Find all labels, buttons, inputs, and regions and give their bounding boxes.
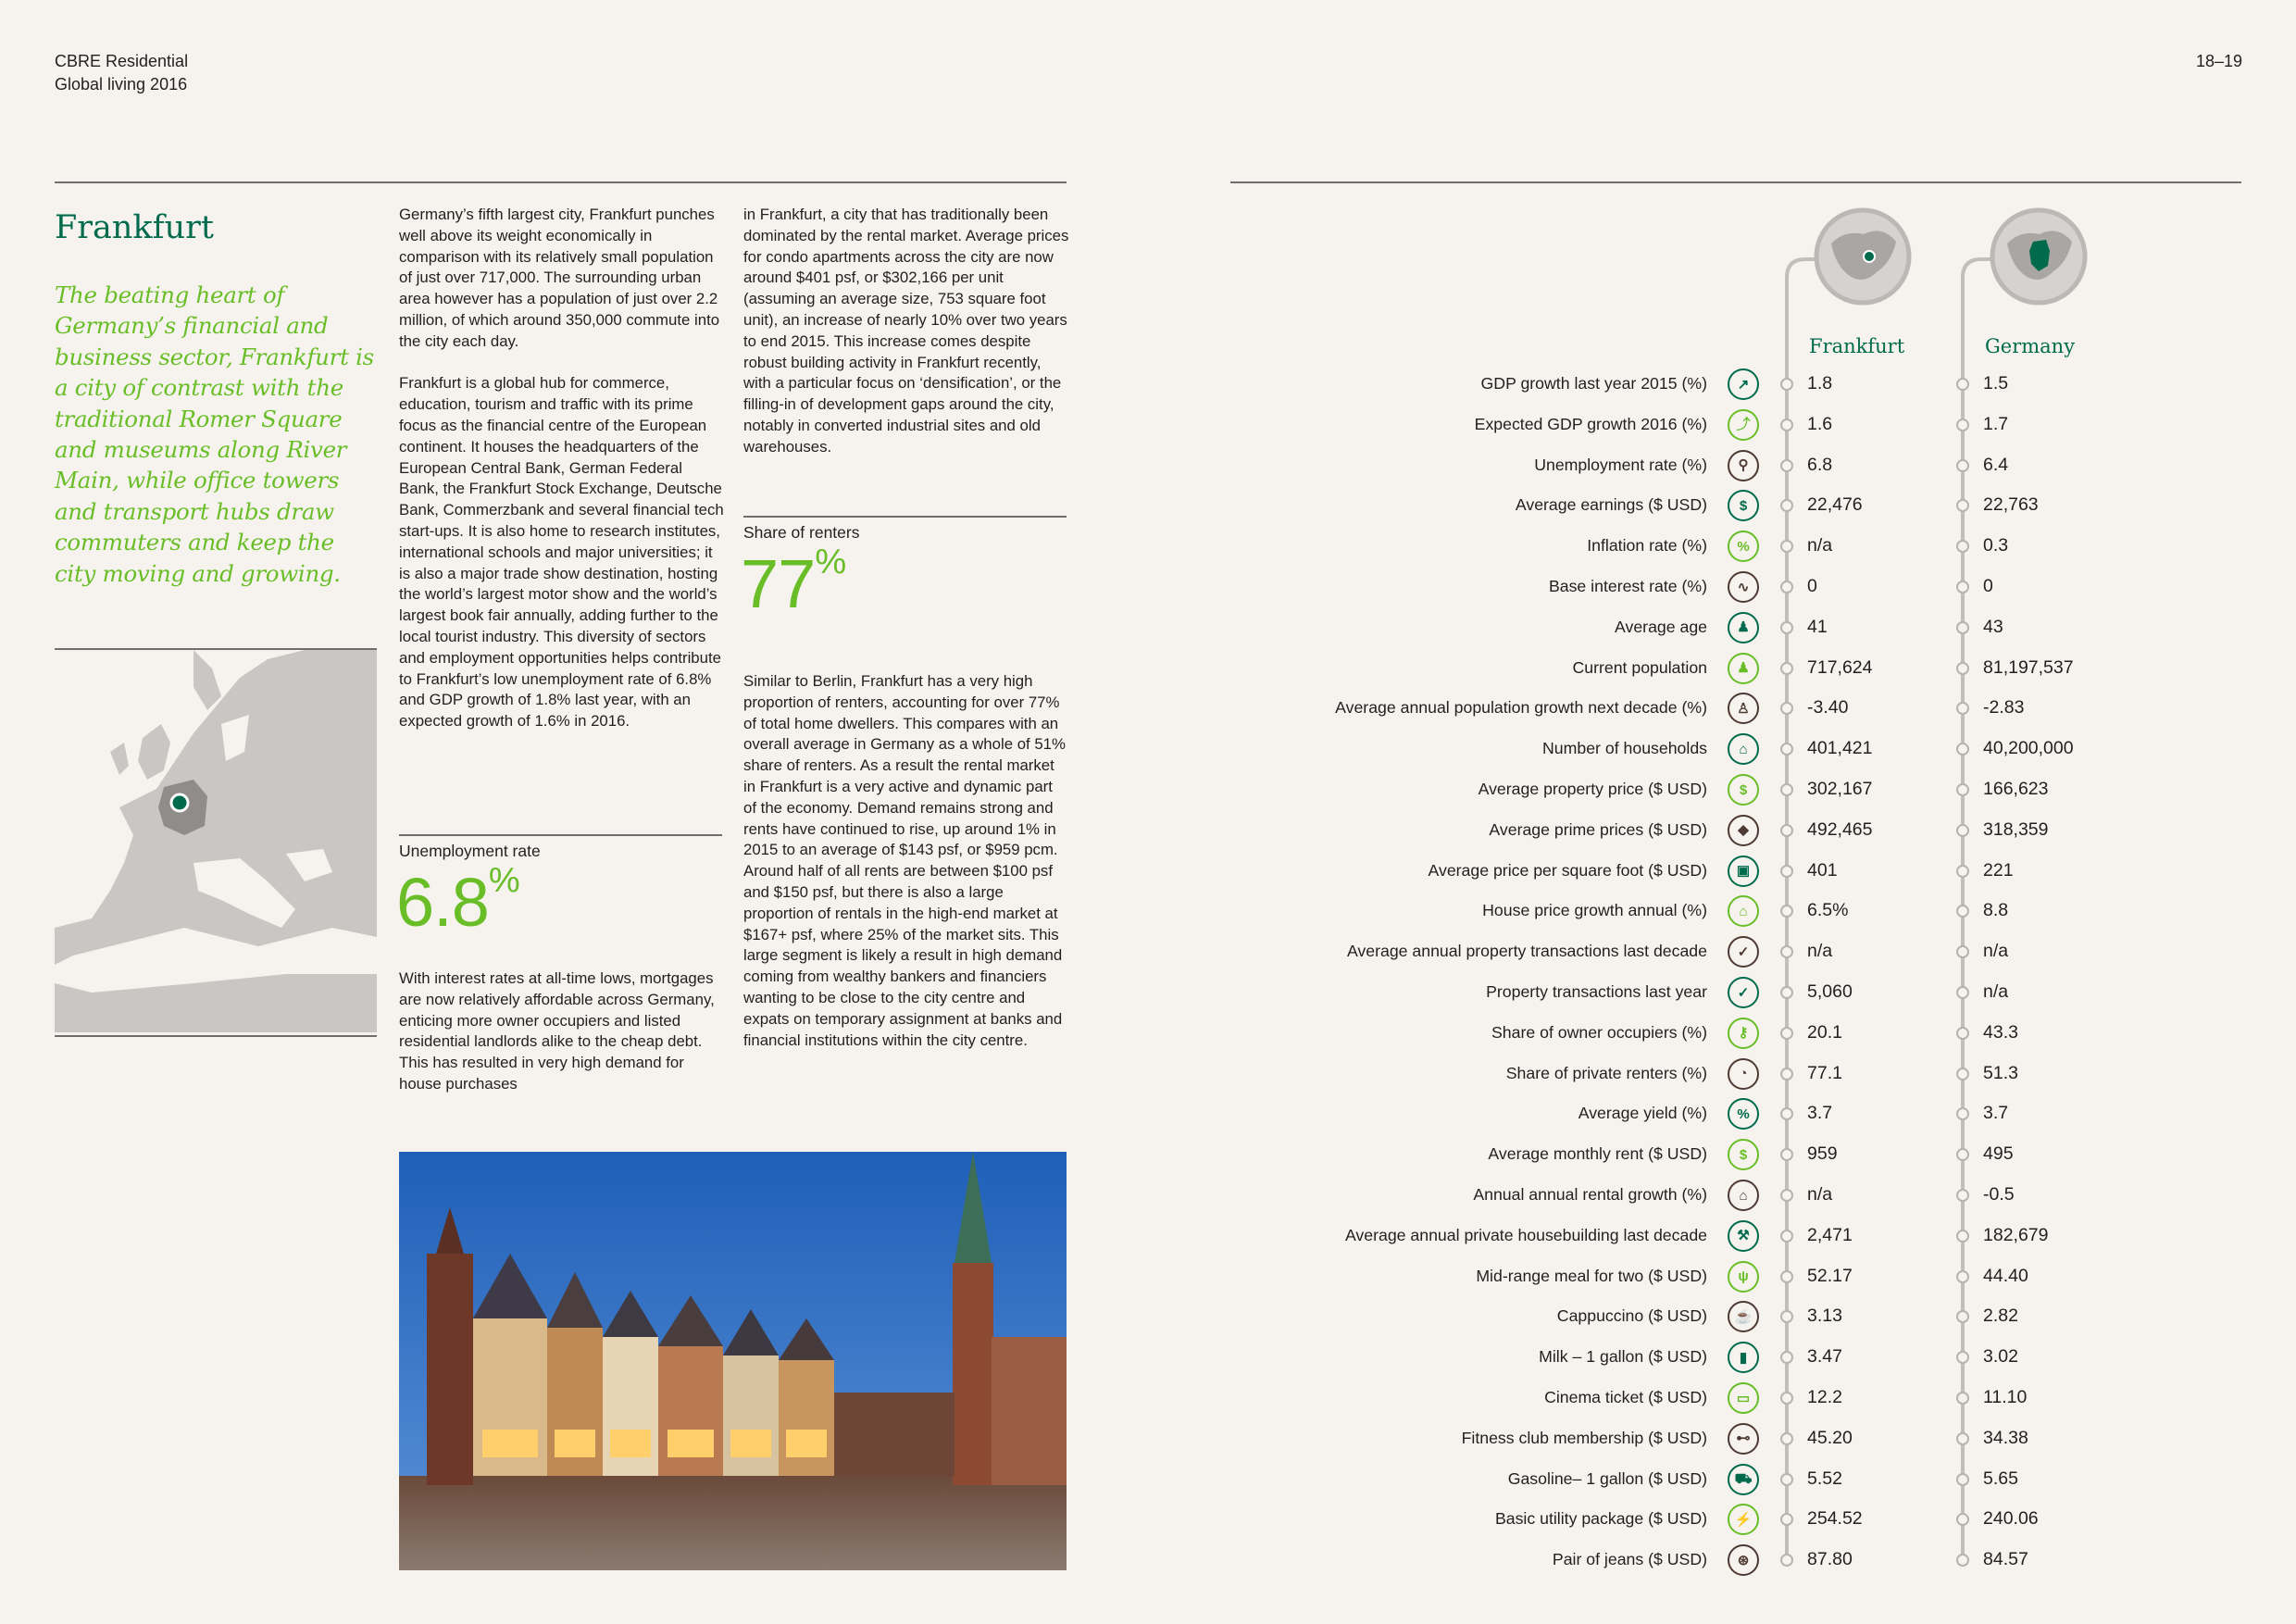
frankfurt-value: 45.20 xyxy=(1807,1427,1853,1448)
frankfurt-value: 41 xyxy=(1807,616,1828,637)
frankfurt-value: 6.5% xyxy=(1807,900,1849,921)
row-node xyxy=(1780,1068,1793,1081)
frankfurt-value: 52.17 xyxy=(1807,1265,1853,1286)
row-node xyxy=(1956,824,1969,837)
pie-icon: ◔ xyxy=(1728,1058,1759,1090)
body-paragraph: Frankfurt is a global hub for commerce, education, tourism and traffic with its prime focus as the financial centre of the European continent. It houses the headquarters of the European Central Bank, German Federal Bank, the Frankfurt Stock Exchange, Deutsche Bank, Commerzbank and several financial tech start-ups. It is also home to research institutes, international schools and major universities; it is also a major trade show destination, hosting the world’s largest motor show and the world’s largest book fair annually, adding further to the local tourist industry. This diversity of sectors and employment opportunities helps contribute to Frankfurt’s low unemployment rate of 6.8% and GDP growth of 1.8% last year, with an expected growth of 1.6% in 2016. xyxy=(399,374,724,731)
row-label: Average price per square foot ($ USD) xyxy=(1428,860,1707,880)
inflation-icon: % xyxy=(1728,531,1759,562)
check-icon: ✓ xyxy=(1728,977,1759,1008)
house-growth-icon: ⌂ xyxy=(1728,895,1759,927)
frankfurt-value: 959 xyxy=(1807,1143,1838,1165)
magnifier-icon: ⚲ xyxy=(1728,450,1759,481)
row-label: Mid-range meal for two ($ USD) xyxy=(1476,1266,1707,1285)
row-label: Cappuccino ($ USD) xyxy=(1556,1306,1707,1326)
germany-value: 221 xyxy=(1983,859,2014,881)
percent-icon: % xyxy=(1728,1098,1759,1130)
button-icon: ⊛ xyxy=(1728,1544,1759,1576)
frankfurt-value: 401,421 xyxy=(1807,738,1873,759)
germany-value: 182,679 xyxy=(1983,1224,2049,1245)
germany-value: 5.65 xyxy=(1983,1468,2018,1489)
body-paragraph: With interest rates at all-time lows, mortgages are now relatively affordable across Germany, enticing more owner occupiers and listed residential landlords alike to the cheap debt. This has resulted in very high demand for house purchases xyxy=(399,969,715,1093)
city-title: Frankfurt xyxy=(55,209,214,246)
payslip-icon: $ xyxy=(1728,490,1759,521)
row-label: Pair of jeans ($ USD) xyxy=(1552,1550,1707,1569)
row-node xyxy=(1956,581,1969,593)
body-paragraph: Germany’s fifth largest city, Frankfurt punches well above its weight economically in comparison with its relatively small population of just over 717,000. The surrounding urban area however has a population of just over 2.2 million, of which around 350,000 commute into the city each day. xyxy=(399,206,720,350)
frankfurt-value: n/a xyxy=(1807,941,1833,962)
page-numbers: 18–19 xyxy=(2195,52,2242,70)
germany-value: 6.4 xyxy=(1983,454,2009,475)
divider xyxy=(55,181,1067,183)
germany-value: 81,197,537 xyxy=(1983,656,2074,678)
row-node xyxy=(1780,1027,1793,1040)
report-title: Global living 2016 xyxy=(55,75,188,94)
divider xyxy=(1230,181,2241,183)
row-node xyxy=(1956,459,1969,472)
europe-map xyxy=(55,650,377,1032)
row-label: Current population xyxy=(1572,657,1707,677)
row-node xyxy=(1780,1270,1793,1283)
germany-value: 495 xyxy=(1983,1143,2014,1165)
germany-value: n/a xyxy=(1983,981,2009,1002)
germany-value: 0.3 xyxy=(1983,535,2009,556)
frankfurt-value: 3.7 xyxy=(1807,1103,1833,1124)
germany-value: 51.3 xyxy=(1983,1062,2018,1083)
frankfurt-value: 5,060 xyxy=(1807,981,1853,1002)
to-let-icon: $ xyxy=(1728,1139,1759,1170)
germany-value: 22,763 xyxy=(1983,494,2039,516)
row-node xyxy=(1956,1392,1969,1405)
frankfurt-value: 22,476 xyxy=(1807,494,1863,516)
row-node xyxy=(1780,581,1793,593)
row-node xyxy=(1780,1230,1793,1243)
row-label: Share of private renters (%) xyxy=(1505,1063,1707,1082)
city-intro: The beating heart of Germany’s financial and business sector, Frankfurt is a city of contrast with the traditional Romer Square and museums along River Main, while office towers and transport hubs draw commuters and keep the city moving and growing. xyxy=(55,281,374,587)
frankfurt-value: 2,471 xyxy=(1807,1224,1853,1245)
germany-value: -0.5 xyxy=(1983,1184,2015,1205)
row-label: Expected GDP growth 2016 (%) xyxy=(1474,414,1707,433)
family-icon: ♟ xyxy=(1728,612,1759,643)
frankfurt-value: 302,167 xyxy=(1807,779,1873,799)
germany-value: 166,623 xyxy=(1983,779,2049,799)
germany-value: 0 xyxy=(1983,576,1993,596)
row-node xyxy=(1780,1392,1793,1405)
row-node xyxy=(1780,824,1793,837)
germany-value: 43 xyxy=(1983,616,2003,637)
check-icon: ✓ xyxy=(1728,936,1759,968)
frankfurt-value: 87.80 xyxy=(1807,1549,1853,1570)
romer-square-photo xyxy=(399,1152,1067,1570)
unemployment-stat-label: Unemployment rate xyxy=(399,842,541,860)
row-label: GDP growth last year 2015 (%) xyxy=(1480,374,1707,393)
frankfurt-value: 5.52 xyxy=(1807,1468,1842,1489)
germany-value: 240.06 xyxy=(1983,1508,2039,1530)
germany-value: 318,359 xyxy=(1983,818,2049,840)
row-label: Average yield (%) xyxy=(1578,1104,1707,1123)
floor-plan-icon: ▣ xyxy=(1728,856,1759,887)
body-paragraph: in Frankfurt, a city that has traditionally been dominated by the rental market. Average prices for condo apartments across the city are now around $401 psf, or $302,166 per unit (assuming an average size, 753 square foot unit), an increase of nearly 10% over two years to end 2015. This increase comes despite robust building activity in Frankfurt recently, with a particular focus on ‘densification’, or the filling-in of development gaps around the city, notably in converted industrial sites and old warehouses. xyxy=(743,206,1069,456)
row-label: Average annual private housebuilding last decade xyxy=(1344,1225,1707,1244)
row-node xyxy=(1956,865,1969,878)
body-column-2-continued xyxy=(743,671,1069,1072)
publisher-name: CBRE Residential xyxy=(55,52,189,70)
row-node xyxy=(1956,1270,1969,1283)
germany-value: 3.02 xyxy=(1983,1346,2018,1368)
row-label: Cinema ticket ($ USD) xyxy=(1544,1388,1707,1406)
germany-value: n/a xyxy=(1983,941,2009,962)
milk-icon: ▮ xyxy=(1728,1342,1759,1373)
body-column-2 xyxy=(743,205,1069,479)
germany-value: 2.82 xyxy=(1983,1305,2018,1327)
row-label: Average property price ($ USD) xyxy=(1478,780,1707,798)
row-node xyxy=(1780,1432,1793,1445)
row-node xyxy=(1780,1189,1793,1202)
frankfurt-value: 3.47 xyxy=(1807,1346,1842,1368)
house-icon: ⌂ xyxy=(1728,733,1759,765)
row-label: Number of households xyxy=(1542,739,1707,758)
row-node xyxy=(1780,621,1793,634)
row-label: Base interest rate (%) xyxy=(1548,577,1707,595)
row-label: Gasoline– 1 gallon ($ USD) xyxy=(1507,1468,1707,1488)
body-paragraph: Similar to Berlin, Frankfurt has a very high proportion of renters, accounting for over 77% of total home dwellers. This compares with an overall average in Germany as a whole of 51% share of renters. As a result the rental market in Frankfurt is a very active and dynamic part of the economy. Demand remains strong and rents have continued to rise, up around 1% in 2015 to an average of $143 psf, or $959 pcm. Around half of all rents are between $100 psf and $150 psf, but there is also a large proportion of rentals in the high-end market at $167+ psf, where 25% of the market sits. This large segment is likely a result in high demand coming from wealthy bankers and financiers wanting to be close to the city centre and expats on temporary assignment at banks and financial institutions within the city centre. xyxy=(743,672,1066,1049)
frankfurt-value: 492,465 xyxy=(1807,818,1873,840)
germany-value: 34.38 xyxy=(1983,1427,2028,1448)
body-column-1 xyxy=(399,205,725,754)
row-node xyxy=(1956,1432,1969,1445)
unemployment-stat-value: 6.8% xyxy=(396,861,519,941)
wheelbarrow-icon: ⚒ xyxy=(1728,1220,1759,1252)
trend-icon: ⤴ xyxy=(1728,409,1759,441)
row-node xyxy=(1780,418,1793,431)
dumbbell-icon: ⊷ xyxy=(1728,1423,1759,1455)
frankfurt-value: 77.1 xyxy=(1807,1062,1842,1083)
row-node xyxy=(1956,1189,1969,1202)
line-chart-icon: ∿ xyxy=(1728,571,1759,603)
germany-value: 44.40 xyxy=(1983,1265,2028,1286)
diamond-icon: ◆ xyxy=(1728,815,1759,846)
germany-value: 11.10 xyxy=(1983,1387,2028,1407)
column-header-frankfurt: Frankfurt xyxy=(1809,335,1905,357)
person-icon: ♙ xyxy=(1728,693,1759,724)
frankfurt-value: 254.52 xyxy=(1807,1508,1863,1530)
row-node xyxy=(1956,986,1969,999)
row-label: Average age xyxy=(1615,617,1707,636)
row-label: Milk – 1 gallon ($ USD) xyxy=(1539,1347,1707,1367)
row-node xyxy=(1780,378,1793,391)
frankfurt-value: n/a xyxy=(1807,535,1833,556)
divider xyxy=(743,516,1067,518)
row-node xyxy=(1956,1473,1969,1486)
row-node xyxy=(1956,1027,1969,1040)
row-node xyxy=(1956,783,1969,796)
row-node xyxy=(1780,662,1793,675)
coffee-icon: ☕ xyxy=(1728,1301,1759,1332)
row-label: Unemployment rate (%) xyxy=(1534,455,1707,474)
row-node xyxy=(1780,459,1793,472)
germany-value: 1.7 xyxy=(1983,413,2009,434)
row-label: Average annual population growth next decade (%) xyxy=(1335,698,1707,718)
row-node xyxy=(1956,1230,1969,1243)
frankfurt-value: 20.1 xyxy=(1807,1021,1842,1043)
row-label: Property transactions last year xyxy=(1486,982,1707,1001)
frankfurt-value: 401 xyxy=(1807,859,1838,881)
house-icon: ⌂ xyxy=(1728,1180,1759,1211)
row-label: Fitness club membership ($ USD) xyxy=(1461,1428,1707,1447)
row-label: Share of owner occupiers (%) xyxy=(1491,1022,1707,1042)
chart-icon: ↗ xyxy=(1728,369,1759,400)
germany-globe-icon xyxy=(1989,206,2089,306)
row-label: Average monthly rent ($ USD) xyxy=(1488,1144,1707,1164)
row-node xyxy=(1780,986,1793,999)
renters-stat-label: Share of renters xyxy=(743,523,860,542)
frankfurt-value: -3.40 xyxy=(1807,697,1849,718)
frankfurt-value: 1.8 xyxy=(1807,373,1833,394)
frankfurt-globe-icon xyxy=(1813,206,1913,306)
divider xyxy=(399,834,722,836)
row-node xyxy=(1956,378,1969,391)
for-sale-icon: $ xyxy=(1728,774,1759,806)
germany-value: 3.7 xyxy=(1983,1103,2009,1124)
row-label: Annual annual rental growth (%) xyxy=(1473,1185,1707,1204)
row-node xyxy=(1780,1473,1793,1486)
row-node xyxy=(1956,662,1969,675)
row-node xyxy=(1956,418,1969,431)
germany-value: -2.83 xyxy=(1983,697,2025,718)
germany-value: 40,200,000 xyxy=(1983,738,2074,759)
frankfurt-value: 1.6 xyxy=(1807,413,1833,434)
cutlery-icon: ψ xyxy=(1728,1261,1759,1293)
renters-stat-value: 77% xyxy=(741,543,846,622)
frankfurt-value: 6.8 xyxy=(1807,454,1833,475)
row-node xyxy=(1780,783,1793,796)
germany-value: 84.57 xyxy=(1983,1549,2028,1570)
row-node xyxy=(1956,1068,1969,1081)
row-node xyxy=(1956,621,1969,634)
row-label: Basic utility package ($ USD) xyxy=(1494,1509,1707,1529)
row-label: Average prime prices ($ USD) xyxy=(1489,819,1707,839)
key-icon: ⚷ xyxy=(1728,1018,1759,1049)
column-header-germany: Germany xyxy=(1985,335,2076,357)
frankfurt-value: 0 xyxy=(1807,576,1817,596)
germany-value: 8.8 xyxy=(1983,900,2009,921)
row-label: House price growth annual (%) xyxy=(1482,901,1707,920)
row-label: Inflation rate (%) xyxy=(1587,536,1707,556)
row-node xyxy=(1780,865,1793,878)
car-icon: ⛟ xyxy=(1728,1464,1759,1495)
frankfurt-value: 717,624 xyxy=(1807,656,1873,678)
germany-value: 1.5 xyxy=(1983,373,2009,394)
divider xyxy=(55,1035,377,1037)
frankfurt-value: 3.13 xyxy=(1807,1305,1842,1327)
body-column-1-continued xyxy=(399,968,725,1117)
germany-value: 43.3 xyxy=(1983,1021,2018,1043)
plug-icon: ⚡ xyxy=(1728,1504,1759,1535)
report-header xyxy=(55,50,188,96)
row-label: Average annual property transactions last decade xyxy=(1346,942,1707,961)
frankfurt-value: 12.2 xyxy=(1807,1387,1842,1407)
ticket-icon: ▭ xyxy=(1728,1382,1759,1414)
people-icon: ♟ xyxy=(1728,653,1759,684)
row-label: Average earnings ($ USD) xyxy=(1515,495,1707,515)
frankfurt-value: n/a xyxy=(1807,1184,1833,1205)
